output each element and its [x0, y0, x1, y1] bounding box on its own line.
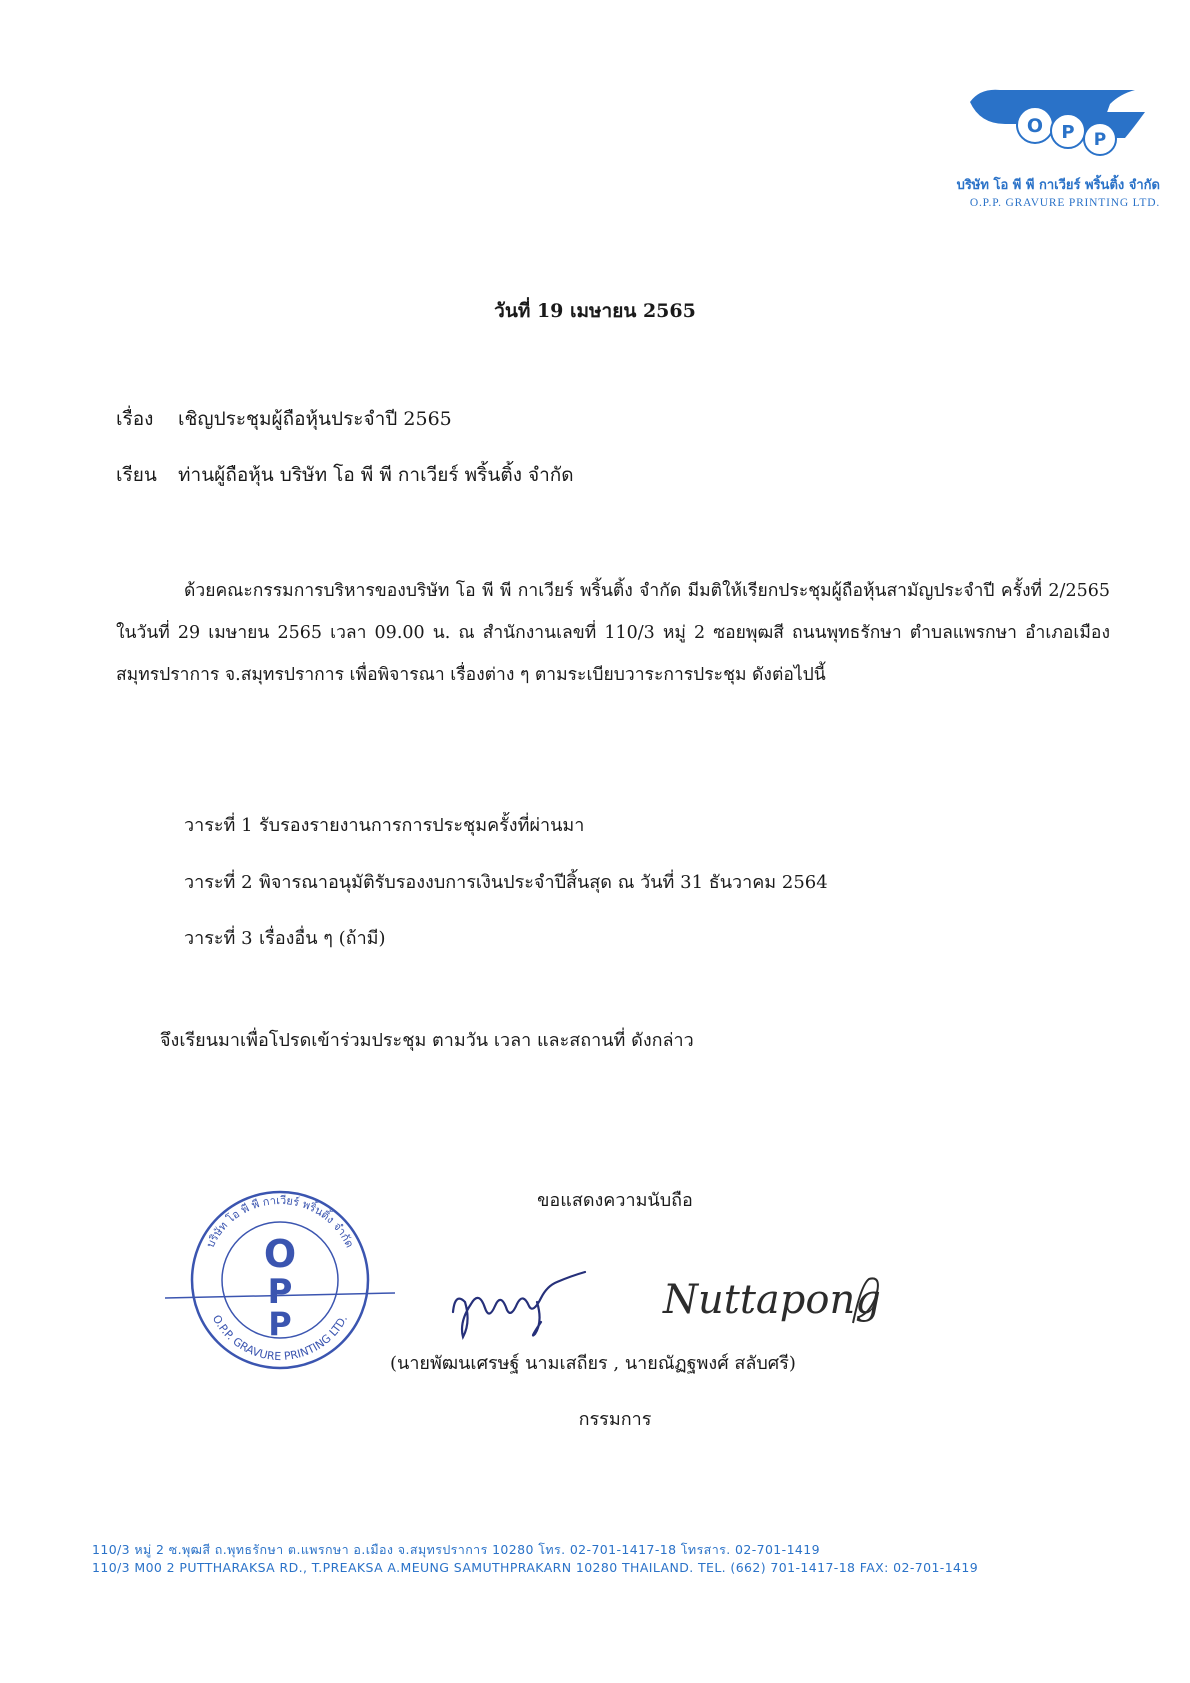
agenda-text: เรื่องอื่น ๆ (ถ้ามี): [259, 928, 386, 949]
agenda-item: [184, 815, 584, 837]
letter-date: วันที่ 19 เมษายน 2565: [494, 300, 696, 322]
stamp-letter-3: P: [268, 1305, 292, 1343]
company-logo: [960, 82, 1160, 162]
subject-line: [116, 408, 452, 431]
closing-line: จึงเรียนมาเพื่อโปรดเข้าร่วมประชุม ตามวัน เวลา และสถานที่ ดังกล่าว: [160, 1030, 694, 1051]
logo-letter-3: P: [1093, 130, 1107, 150]
agenda-text: รับรองรายงานการการประชุมครั้งที่ผ่านมา: [259, 815, 585, 836]
body-paragraph: [116, 570, 1110, 696]
agenda-item: [184, 928, 386, 950]
agenda-label: วาระที่ 2: [184, 872, 253, 893]
agenda-label: วาระที่ 3: [184, 928, 253, 949]
logo-letter-1: O: [1026, 115, 1044, 137]
subject-text: เชิญประชุมผู้ถือหุ้นประจำปี 2565: [178, 408, 452, 430]
subject-label: เรื่อง: [116, 408, 154, 430]
company-stamp: [165, 1185, 395, 1370]
stamp-ring-text-en: O.P.P. GRAVURE PRINTING LTD.: [209, 1312, 351, 1364]
body-text: ด้วยคณะกรรมการบริหารของบริษัท โอ พี พี กาเวียร์ พริ้นติ้ง จำกัด มีมติให้เรียกประชุมผู้ถือหุ้นสามัญประจำปี ครั้งที่ 2/2565 ในวันที่ 29 เมษายน 2565 เวลา 09.00 น. ณ สำนักงานเลขที่ 110/3 หมู่ 2 ซอยพุฒสี ถนนพุทธรักษา ตำบลแพรกษา อำเภอเมืองสมุทรปราการ จ.สมุทรปราการ เพื่อพิจารณา เรื่องต่าง ๆ ตามระเบียบวาระการประชุม ดังต่อไปนี้: [116, 581, 1110, 685]
agenda-text: พิจารณาอนุมัติรับรองงบการเงินประจำปีสิ้นสุด ณ วันที่ 31 ธันวาคม 2564: [259, 872, 828, 893]
stamp-ring-text-th: บริษัท โอ พี พี กาเวียร์ พริ้นติ้ง จำกัด: [203, 1193, 357, 1250]
signer-names: (นายพัฒนเศรษฐ์ นามเสถียร , นายณัฏฐพงศ์ สลับศรี): [390, 1353, 796, 1374]
addressee-label: เรียน: [116, 464, 157, 486]
footer-address-th: 110/3 หมู่ 2 ซ.พุฒสี ถ.พุทธรักษา ต.แพรกษา อ.เมือง จ.สมุทรปราการ 10280 โทร. 02-701-1417-18 โทรสาร. 02-701-1419: [92, 1542, 820, 1557]
agenda-label: วาระที่ 1: [184, 815, 253, 836]
regards-line: ขอแสดงความนับถือ: [537, 1190, 693, 1211]
company-name-en: O.P.P. GRAVURE PRINTING LTD.: [969, 197, 1160, 209]
signer-position: กรรมการ: [578, 1409, 652, 1430]
agenda-item: [184, 872, 828, 894]
signature-1: [445, 1262, 590, 1344]
logo-letter-2: P: [1061, 122, 1075, 143]
stamp-letter-1: O: [263, 1232, 297, 1276]
footer-address-en: 110/3 M00 2 PUTTHARAKSA RD., T.PREAKSA A.MEUNG SAMUTHPRAKARN 10280 THAILAND. TEL. (662) 701-1417-18 FAX: 02-701-1419: [92, 1560, 979, 1575]
company-name-th: บริษัท โอ พี พี กาเวียร์ พริ้นติ้ง จำกัด: [956, 178, 1160, 193]
addressee-line: [116, 464, 574, 487]
signature-2-text: Nuttapong: [663, 1277, 881, 1323]
logo-graphic: [960, 82, 1160, 162]
signature-2: [655, 1265, 890, 1337]
stamp-letter-2: P: [267, 1272, 293, 1312]
addressee-text: ท่านผู้ถือหุ้น บริษัท โอ พี พี กาเวียร์ พริ้นติ้ง จำกัด: [178, 464, 574, 486]
